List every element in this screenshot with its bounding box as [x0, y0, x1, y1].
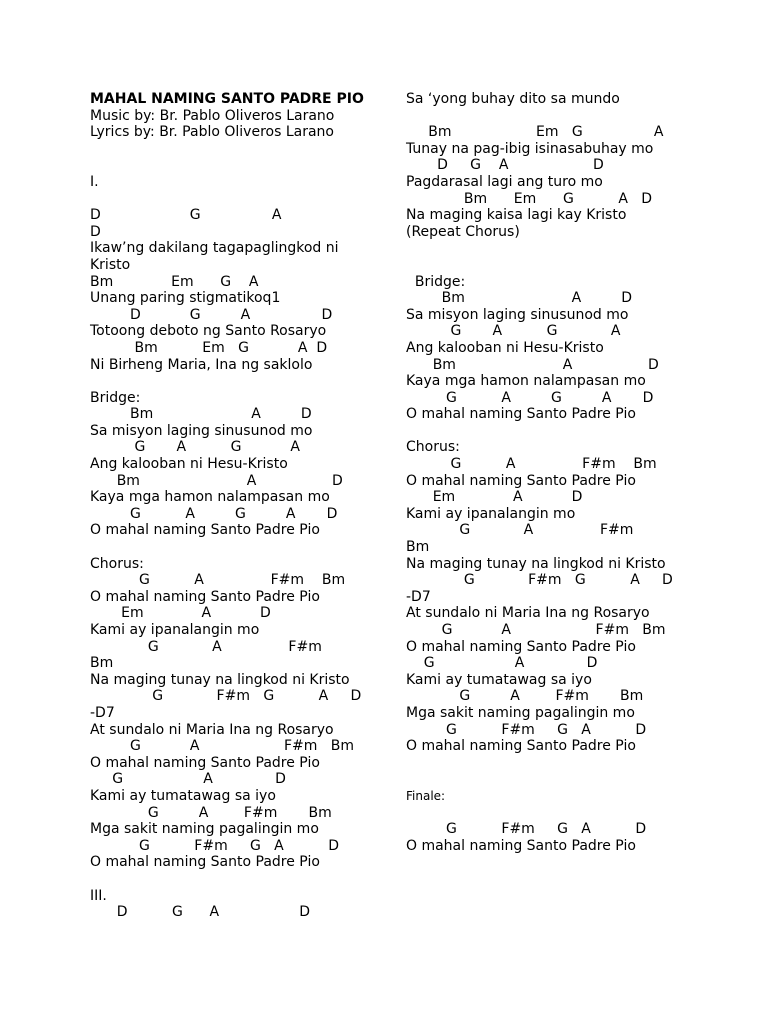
song-line: [406, 240, 746, 257]
song-line: D: [90, 223, 101, 240]
song-line: G A F#m Bm: [406, 688, 644, 705]
song-line: O mahal naming Santo Padre Pio: [90, 588, 320, 605]
song-line: G F#m G A D: [90, 837, 340, 854]
song-line: G A D: [90, 771, 286, 788]
song-line: [90, 871, 390, 888]
song-line: G A F#m: [90, 638, 322, 655]
song-line: D G A D: [90, 904, 310, 921]
song-line: (Repeat Chorus): [406, 223, 520, 240]
song-line: D G A D: [90, 306, 333, 323]
song-line: Tunay na pag-ibig isinasabuhay mo: [406, 140, 654, 157]
song-line: Bm: [406, 539, 430, 556]
song-line: Totoong deboto ng Santo Rosaryo: [90, 323, 327, 340]
song-line: Kaya mga hamon nalampasan mo: [90, 489, 330, 506]
song-line: O mahal naming Santo Padre Pio: [406, 738, 636, 755]
song-line: At sundalo ni Maria Ina ng Rosaryo: [90, 721, 334, 738]
song-line: Kami ay ipanalangin mo: [90, 622, 260, 638]
song-line: G A G A: [406, 323, 621, 340]
song-line: [406, 771, 746, 788]
song-line: G A D: [406, 655, 598, 672]
song-line: G F#m G A D: [406, 572, 673, 589]
song-line: G A F#m Bm: [406, 456, 657, 473]
song-line: [90, 191, 390, 208]
song-line: G A F#m Bm: [90, 738, 354, 755]
song-line: Ni Birheng Maria, Ina ng saklolo: [90, 356, 313, 373]
song-line: Bridge:: [406, 273, 466, 290]
song-line: O mahal naming Santo Padre Pio: [406, 406, 636, 423]
song-line: D G A D: [406, 157, 604, 174]
song-line: O mahal naming Santo Padre Pio: [90, 522, 320, 539]
song-line: Bm: [90, 655, 114, 672]
song-line: Bm Em G A D: [406, 190, 653, 207]
song-line: Bm A D: [406, 356, 659, 373]
song-line: At sundalo ni Maria Ina ng Rosaryo: [406, 605, 650, 622]
song-line: G F#m G A D: [406, 721, 647, 738]
song-line: O mahal naming Santo Padre Pio: [406, 837, 636, 854]
song-line: O mahal naming Santo Padre Pio: [406, 638, 636, 655]
song-line: [90, 539, 390, 556]
song-line: Na maging kaisa lagi kay Kristo: [406, 207, 627, 224]
song-line: -D7: [406, 588, 431, 605]
song-line: Unang paring stigmatikoq1: [90, 290, 281, 307]
song-line: G A F#m Bm: [406, 622, 666, 638]
song-line: Ang kalooban ni Hesu-Kristo: [90, 456, 288, 473]
song-line: [406, 108, 746, 125]
song-line: Sa misyon laging sinusunod mo: [90, 422, 313, 439]
right-column: [406, 91, 746, 854]
song-line: Mga sakit naming pagalingin mo: [90, 821, 319, 838]
song-line: [90, 157, 390, 174]
song-line: Kami ay tumatawag sa iyo: [90, 787, 276, 804]
song-line: Bridge:: [90, 389, 141, 406]
song-line: III.: [90, 887, 107, 904]
left-column: [90, 91, 390, 921]
song-line: Pagdarasal lagi ang turo mo: [406, 173, 603, 190]
song-line: Na maging tunay na lingkod ni Kristo: [90, 671, 350, 688]
song-line: Music by: Br. Pablo Oliveros Larano: [90, 107, 335, 124]
song-line: [90, 141, 390, 158]
song-line: D G A: [90, 207, 282, 224]
song-line: Na maging tunay na lingkod ni Kristo: [406, 555, 666, 572]
song-line: Bm A D: [406, 290, 633, 307]
song-line: Ikaw’ng dakilang tagapaglingkod ni: [90, 240, 339, 257]
song-line: G A G A D: [90, 505, 338, 522]
song-line: Lyrics by: Br. Pablo Oliveros Larano: [90, 124, 334, 141]
song-line: O mahal naming Santo Padre Pio: [90, 754, 320, 771]
song-line: Bm Em G A D: [90, 339, 328, 356]
song-line: G A G A: [90, 439, 300, 456]
song-line: O mahal naming Santo Padre Pio: [406, 472, 636, 489]
song-line: O mahal naming Santo Padre Pio: [90, 854, 320, 871]
song-line: Sa ‘yong buhay dito sa mundo: [406, 91, 620, 107]
song-line: Chorus:: [90, 555, 144, 572]
song-line: [90, 373, 390, 390]
song-title: MAHAL NAMING SANTO PADRE PIO: [90, 91, 364, 107]
song-line: Bm Em G A: [90, 273, 259, 290]
song-line: G A G A D: [406, 389, 654, 406]
song-line: [406, 755, 746, 772]
song-line: -D7: [90, 704, 115, 721]
song-line: Chorus:: [406, 439, 460, 456]
song-line: G A F#m Bm: [90, 572, 346, 589]
song-line: Bm A D: [90, 472, 343, 489]
song-line: Kami ay tumatawag sa iyo: [406, 671, 592, 688]
song-line: Kristo: [90, 256, 131, 273]
song-line: I.: [90, 173, 99, 190]
song-line: [406, 423, 746, 440]
song-line: G A F#m: [406, 522, 634, 539]
song-line: Em A D: [406, 489, 583, 506]
song-line: Bm A D: [90, 406, 312, 423]
song-line: Sa misyon laging sinusunod mo: [406, 306, 629, 323]
song-line: [406, 805, 746, 822]
song-line: Bm Em G A: [406, 124, 664, 141]
song-line: Em A D: [90, 605, 271, 622]
song-line: Kami ay ipanalangin mo: [406, 505, 576, 522]
song-line: [406, 257, 746, 274]
song-line: G F#m G A D: [406, 821, 647, 838]
song-line: Ang kalooban ni Hesu-Kristo: [406, 339, 604, 356]
song-line: G A F#m Bm: [90, 804, 332, 821]
song-line: Kaya mga hamon nalampasan mo: [406, 373, 646, 390]
song-line: G F#m G A D: [90, 688, 362, 705]
song-line: Finale:: [406, 788, 446, 803]
song-line: Mga sakit naming pagalingin mo: [406, 704, 635, 721]
